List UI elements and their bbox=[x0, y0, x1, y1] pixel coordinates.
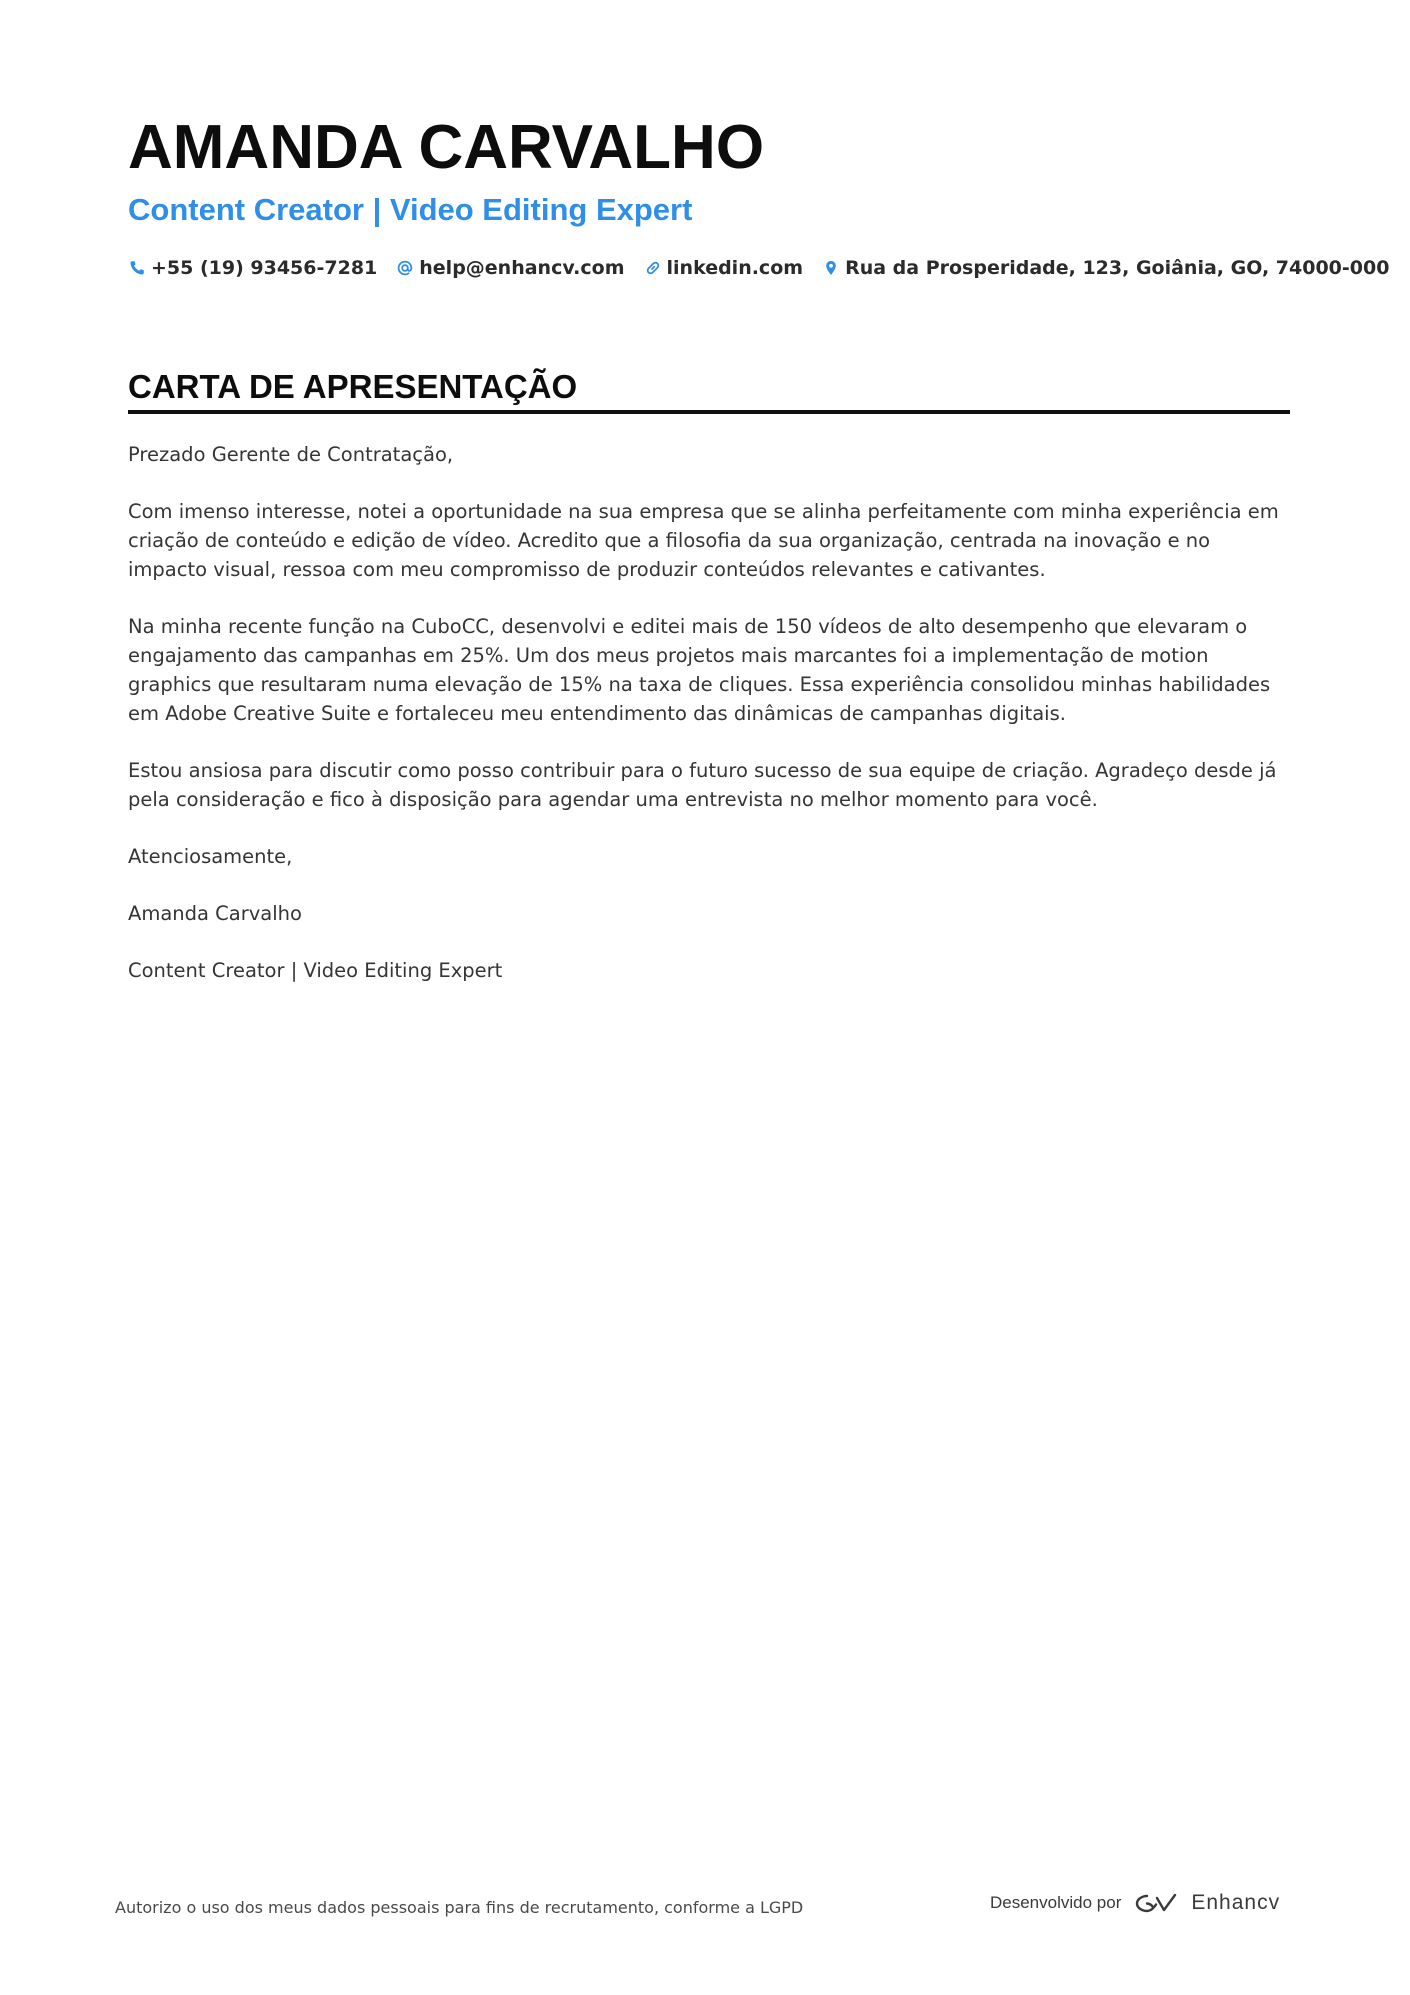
footer-consent-text: Autorizo o uso dos meus dados pessoais para fins de recrutamento, conforme a LGPD bbox=[115, 1898, 804, 1917]
letter-body bbox=[128, 440, 1290, 1013]
contact-address bbox=[822, 252, 1389, 284]
letter-paragraph: Estou ansiosa para discutir como posso contribuir para o futuro sucesso de sua equipe de criação. Agradeço desde já pela consideração e fico à disposição para agendar uma entrevista no melhor momento para você. bbox=[128, 759, 1277, 811]
powered-by-label: Desenvolvido por bbox=[990, 1893, 1122, 1912]
location-pin-icon bbox=[822, 259, 840, 277]
enhancv-logo-icon bbox=[1133, 1890, 1179, 1916]
enhancv-wordmark: Enhancv bbox=[1191, 1891, 1281, 1914]
footer-brand[interactable] bbox=[990, 1890, 1280, 1916]
candidate-headline: Content Creator | Video Editing Expert bbox=[128, 192, 693, 227]
contact-linkedin-text: linkedin.com bbox=[666, 257, 804, 279]
candidate-name: AMANDA CARVALHO bbox=[128, 113, 765, 182]
contact-address-text: Rua da Prosperidade, 123, Goiânia, GO, 74000-000 bbox=[845, 257, 1390, 279]
signature-title: Content Creator | Video Editing Expert bbox=[128, 959, 503, 982]
contact-email-text: help@enhancv.com bbox=[419, 257, 625, 279]
contact-phone[interactable] bbox=[128, 252, 377, 284]
at-icon bbox=[396, 259, 414, 277]
phone-icon bbox=[128, 259, 146, 277]
contact-email[interactable] bbox=[396, 252, 624, 284]
section-title: CARTA DE APRESENTAÇÃO bbox=[128, 368, 578, 405]
letter-paragraph: Na minha recente função na CuboCC, desenvolvi e editei mais de 150 vídeos de alto desempenho que elevaram o engajamento das campanhas em 25%. Um dos meus projetos mais marcantes foi a implementação de motion graphics que resultaram numa elevação de 15% na taxa de cliques. Essa experiência consolidou minhas habilidades em Adobe Creative Suite e fortaleceu meu entendimento das dinâmicas de campanhas digitais. bbox=[128, 615, 1271, 725]
link-icon bbox=[644, 259, 662, 277]
contact-phone-text: +55 (19) 93456-7281 bbox=[151, 257, 378, 279]
letter-paragraph: Com imenso interesse, notei a oportunidade na sua empresa que se alinha perfeitamente com minha experiência em criação de conteúdo e edição de vídeo. Acredito que a filosofia da sua organização, centrada na inovação e no impacto visual, ressoa com meu compromisso de produzir conteúdos relevantes e cativantes. bbox=[128, 500, 1279, 581]
contact-bar bbox=[128, 252, 1408, 284]
contact-linkedin[interactable] bbox=[644, 252, 804, 284]
signature-name: Amanda Carvalho bbox=[128, 902, 302, 925]
section-divider bbox=[128, 410, 1290, 414]
letter-greeting: Prezado Gerente de Contratação, bbox=[128, 443, 454, 466]
letter-closing: Atenciosamente, bbox=[128, 845, 293, 868]
